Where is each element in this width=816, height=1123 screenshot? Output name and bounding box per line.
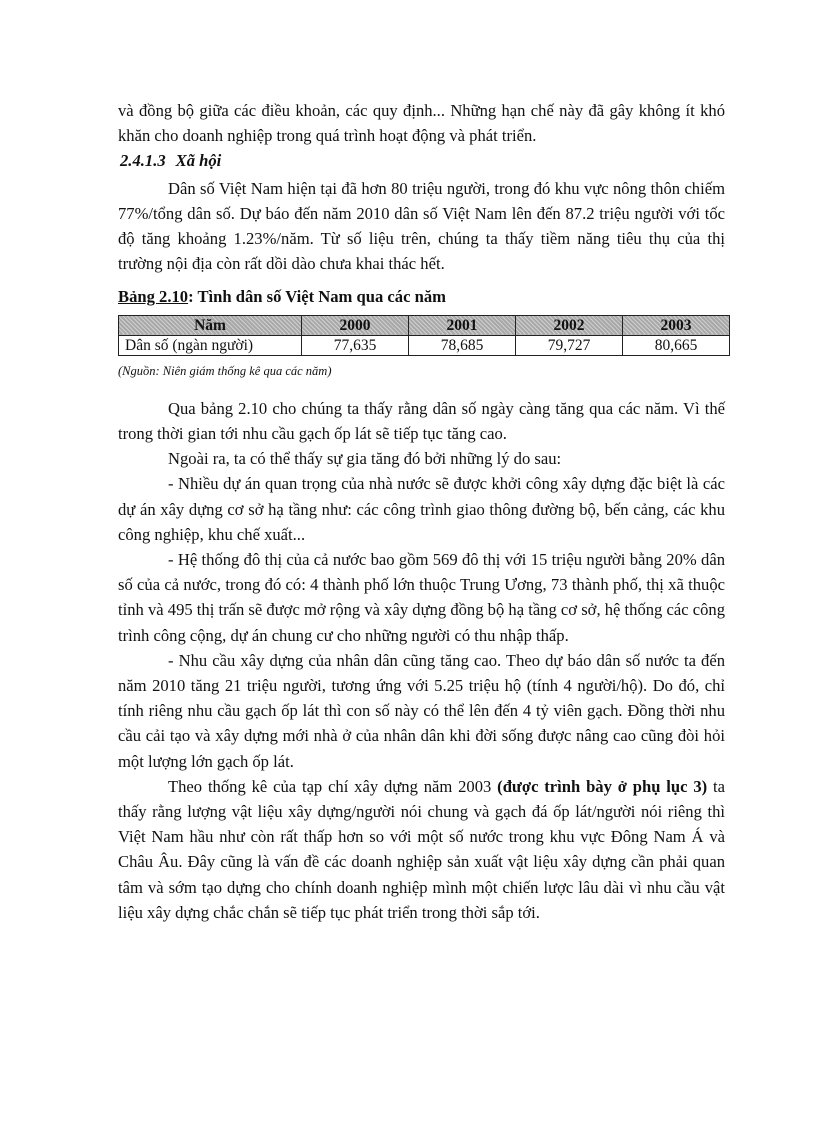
section-heading	[120, 148, 725, 173]
page-content	[118, 98, 725, 925]
header-year: Năm	[119, 315, 302, 335]
cell-2000: 77,635	[302, 335, 409, 355]
paragraph-statistics	[118, 774, 725, 925]
appendix-reference: (được trình bày ở phụ lục 3)	[497, 776, 708, 796]
stats-text-end: ta thấy rằng lượng vật liệu xây dựng/người nói chung và gạch đá ốp lát/người nói riêng thì Việt Nam hầu như còn rất thấp hơn so với một số nước trong khu vực Đông Nam Á và Châu Âu. Đây cũng là vấn đề các doanh nghiệp sản xuất vật liệu xây dựng cần phải quan tâm và sớm tạo dựng cho chính doanh nghiệp mình một chiến lược lâu dài vì nhu cầu vật liệu xây dựng chắc chắn sẽ tiếp tục phát triển trong thời sắp tới.	[118, 776, 726, 922]
table-caption-label: Bảng 2.10	[118, 287, 189, 307]
table-caption	[118, 284, 725, 309]
row-label: Dân số (ngàn người)	[119, 335, 302, 355]
paragraph-reason-housing: - Nhu cầu xây dựng của nhân dân cũng tăng cao. Theo dự báo dân số nước ta đến năm 2010 tăng 21 triệu người, tương ứng với 5.25 triệu hộ (tính 4 người/hộ). Do đó, chỉ tính riêng nhu cầu gạch ốp lát thì con số này có thể lên đến 4 tỷ viên gạch. Đồng thời nhu cầu cải tạo và xây dựng mới nhà ở của nhân dân khi đời sống được nâng cao cũng đòi hỏi một lượng lớn gạch ốp lát.	[118, 650, 725, 771]
section-number: 2.4.1.3	[120, 151, 166, 171]
table-caption-text: : Tình dân số Việt Nam qua các năm	[188, 287, 446, 307]
paragraph-reason-urban: - Hệ thống đô thị của cả nước bao gồm 569 đô thị với 15 triệu người bằng 20% dân số của cả nước, trong đó có: 4 thành phố lớn thuộc Trung Ương, 73 thành phố, thị xã thuộc tỉnh và 495 thị trấn sẽ được mở rộng và xây dựng đồng bộ hạ tầng cơ sở, hệ thống các công trình công cộng, dự án chung cư cho những người có thu nhập thấp.	[118, 550, 726, 645]
header-2000: 2000	[302, 315, 409, 335]
header-2001: 2001	[409, 315, 516, 335]
section-title: Xã hội	[175, 151, 222, 171]
population-table	[118, 315, 730, 356]
header-2003: 2003	[623, 315, 730, 335]
header-2002: 2002	[516, 315, 623, 335]
paragraph-continuation: và đồng bộ giữa các điều khoản, các quy định... Những hạn chế này đã gây không ít khó khăn cho doanh nghiệp trong quá trình hoạt động và phát triển.	[118, 101, 725, 146]
cell-2001: 78,685	[409, 335, 516, 355]
table-row	[119, 335, 730, 355]
table-source: (Nguồn: Niên giám thống kê qua các năm)	[118, 363, 332, 378]
paragraph-reasons-intro: Ngoài ra, ta có thể thấy sự gia tăng đó bởi những lý do sau:	[168, 449, 562, 469]
table-header-row	[119, 315, 730, 335]
stats-text-start: Theo thống kê của tạp chí xây dựng năm 2003	[168, 776, 498, 796]
paragraph-table-analysis: Qua bảng 2.10 cho chúng ta thấy rằng dân số ngày càng tăng qua các năm. Vì thế trong thời gian tới nhu cầu gạch ốp lát sẽ tiếp tục tăng cao.	[118, 398, 725, 444]
cell-2003: 80,665	[623, 335, 730, 355]
paragraph-reason-projects: - Nhiều dự án quan trọng của nhà nước sẽ được khởi công xây dựng đặc biệt là các dự án xây dựng cơ sở hạ tầng như: các công trình giao thông đường bộ, bến cảng, các khu công nghiệp, khu chế xuất...	[118, 474, 725, 544]
paragraph-population: Dân số Việt Nam hiện tại đã hơn 80 triệu người, trong đó khu vực nông thôn chiếm 77%/tổng dân số. Dự báo đến năm 2010 dân số Việt Nam lên đến 87.2 triệu người với tốc độ tăng khoảng 1.23%/năm. Từ số liệu trên, chúng ta thấy tiềm năng tiêu thụ của thị trường nội địa còn rất dồi dào chưa khai thác hết.	[118, 178, 725, 274]
cell-2002: 79,727	[516, 335, 623, 355]
